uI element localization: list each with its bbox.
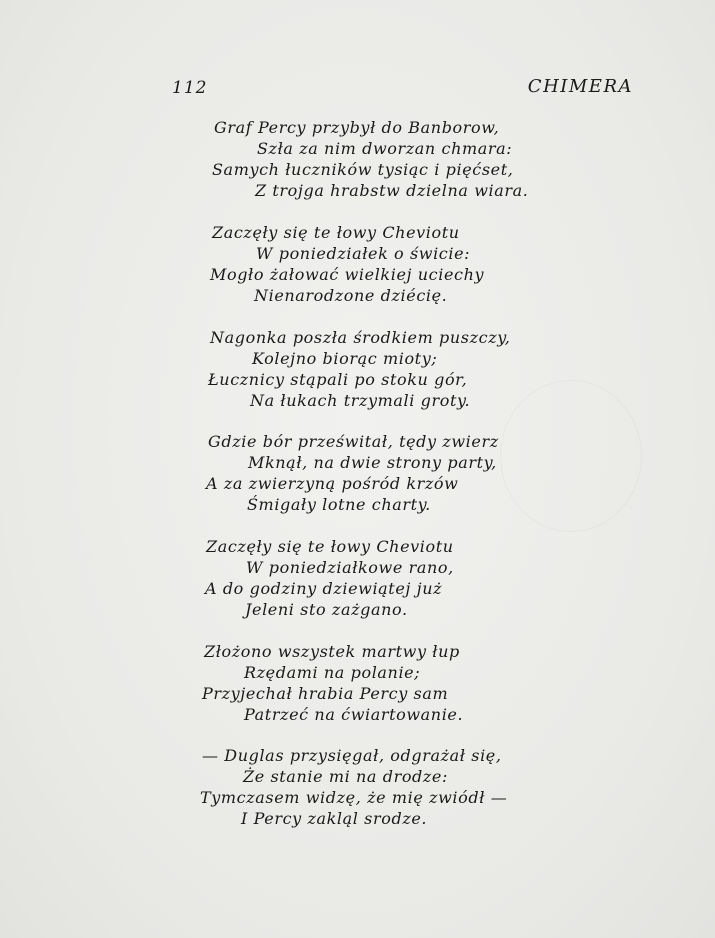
- poem-line: Łucznicy stąpali po stoku gór,: [208, 370, 468, 389]
- poem-line: — Duglas przysięgał, odgrażał się,: [202, 746, 502, 765]
- poem-line: Zaczęły się te łowy Cheviotu: [206, 537, 454, 556]
- poem-line: Kolejno biorąc mioty;: [252, 349, 438, 368]
- poem-line: Jeleni sto zażgano.: [245, 600, 408, 619]
- poem-line: Zaczęły się te łowy Cheviotu: [212, 223, 460, 242]
- poem-line: A do godziny dziewiątej już: [205, 579, 443, 598]
- poem-line: Patrzeć na ćwiartowanie.: [244, 705, 464, 724]
- poem-line: A za zwierzyną pośród krzów: [206, 474, 459, 493]
- running-head: CHIMERA: [527, 76, 633, 97]
- poem-line: Samych łuczników tysiąc i pięćset,: [212, 160, 514, 179]
- poem-line: I Percy zakląl srodze.: [241, 809, 428, 828]
- poem-line: Śmigały lotne charty.: [247, 495, 431, 514]
- poem-line: W poniedziałek o świcie:: [256, 244, 471, 263]
- poem-line: Przyjechał hrabia Percy sam: [202, 684, 449, 703]
- poem-line: Szła za nim dworzan chmara:: [257, 139, 513, 158]
- poem-line: Złożono wszystek martwy łup: [204, 642, 460, 661]
- poem-line: Mknął, na dwie strony party,: [248, 453, 497, 472]
- poem-line: Graf Percy przybył do Banborow,: [214, 118, 500, 137]
- poem-line: Rzędami na polanie;: [244, 663, 421, 682]
- poem-line: Z trojga hrabstw dzielna wiara.: [255, 181, 529, 200]
- show-through-ornament: [500, 380, 642, 532]
- poem-line: Nagonka poszła środkiem puszczy,: [210, 328, 511, 347]
- poem-line: Gdzie bór prześwitał, tędy zwierz: [208, 432, 499, 451]
- poem-line: Na łukach trzymali groty.: [250, 391, 471, 410]
- poem-line: Że stanie mi na drodze:: [243, 767, 448, 786]
- poem-line: W poniedziałkowe rano,: [246, 558, 454, 577]
- poem-line: Tymczasem widzę, że mię zwiódł —: [200, 788, 508, 807]
- poem-line: Mogło żałować wielkiej uciechy: [210, 265, 485, 284]
- page-number: 112: [172, 78, 208, 98]
- poem-line: Nienarodzone dziécię.: [254, 286, 448, 305]
